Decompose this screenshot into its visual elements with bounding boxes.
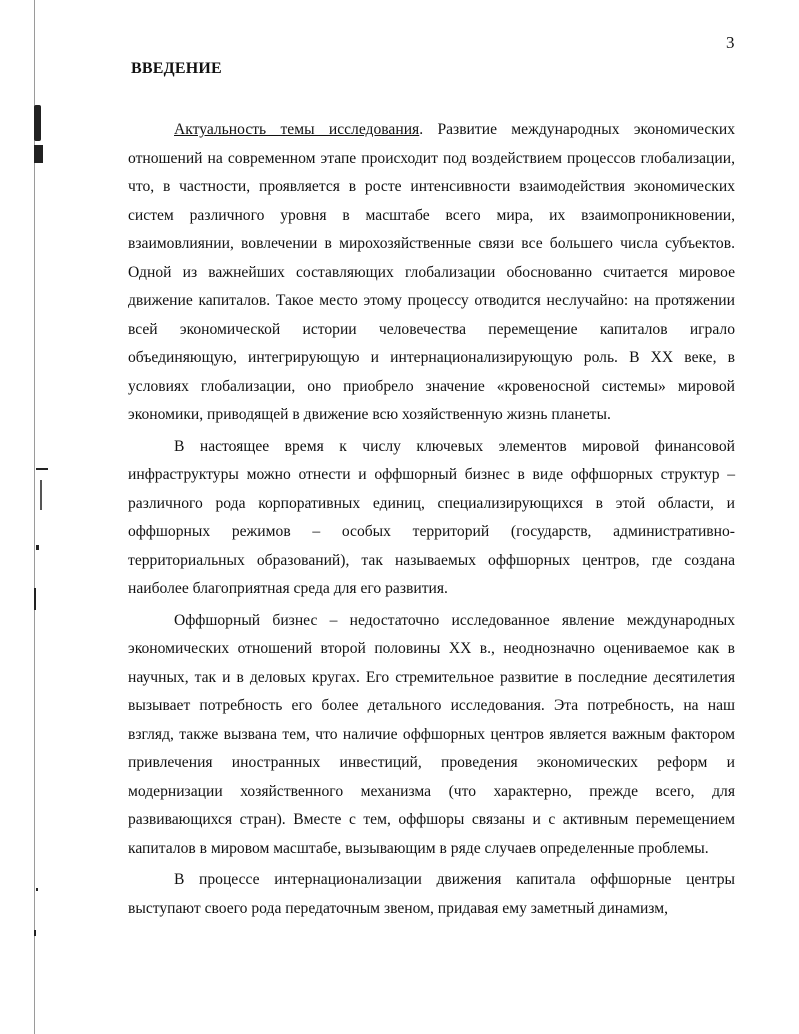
paragraph-lead-underlined: Актуальность темы исследования — [174, 121, 420, 138]
paragraph: В процессе интернационализации движения капитала оффшорные центры выступают своего рода передаточным звеном, придавая ему заметный динамизм, — [128, 871, 735, 917]
document-body — [128, 116, 735, 926]
scan-artifact-mark — [36, 545, 39, 550]
paragraph: В настоящее время к числу ключевых элементов мировой финансовой инфраструктуры можно отнести и оффшорный бизнес в виде оффшорных структур – различного рода корпоративных единиц, специализирующихся в этой области, и оффшорных режимов – особых территорий (государств, административно-территориальных образований), так называемых оффшорных центров, где создана наиболее благоприятная среда для его развития. — [128, 437, 735, 597]
scan-artifact-mark — [34, 930, 36, 936]
paragraph — [128, 116, 735, 430]
scan-artifact-mark — [34, 105, 41, 141]
page-number: 3 — [726, 33, 735, 52]
paragraph-text: . Развитие международных экономических отношений на современном этапе происходит под воздействием процессов глобализации, что, в частности, проявляется в росте интенсивности взаимодействия экономических систем различного уровня в масштабе всего мира, их взаимопроникновении, взаимовлиянии, вовлечении в мирохозяйственные связи все большего числа субъектов. Одной из важнейших составляющих глобализации обоснованно считается мировое движение капиталов. Такое место этому процессу отводится неслучайно: на протяжении всей экономической истории человечества перемещение капиталов играло объединяющую, интегрирующую и интернационализирующую роль. В XX веке, в условиях глобализации, оно приобрело значение «кровеносной системы» мировой экономики, приводящей в движение всю хозяйственную жизнь планеты. — [128, 121, 735, 423]
scan-artifact-mark — [40, 480, 42, 510]
scan-artifact-mark — [34, 145, 43, 163]
scan-artifact-mark — [36, 888, 38, 891]
scan-artifact-mark — [36, 468, 48, 470]
paragraph: Оффшорный бизнес – недостаточно исследованное явление международных экономических отношений второй половины XX в., неоднозначно оцениваемое как в научных, так и в деловых кругах. Его стремительное развитие в последние десятилетия вызывает потребность его более детального исследования. Эта потребность, на наш взгляд, также вызвана тем, что наличие оффшорных центров является важным фактором привлечения иностранных инвестиций, проведения экономических реформ и модернизации хозяйственного механизма (что характерно, прежде всего, для развивающихся стран). Вместе с тем, оффшоры связаны и с активным перемещением капиталов в мировом масштабе, вызывающим в ряде случаев определенные проблемы. — [128, 611, 735, 857]
section-heading: ВВЕДЕНИЕ — [131, 60, 222, 77]
scan-artifact-mark — [34, 588, 36, 610]
